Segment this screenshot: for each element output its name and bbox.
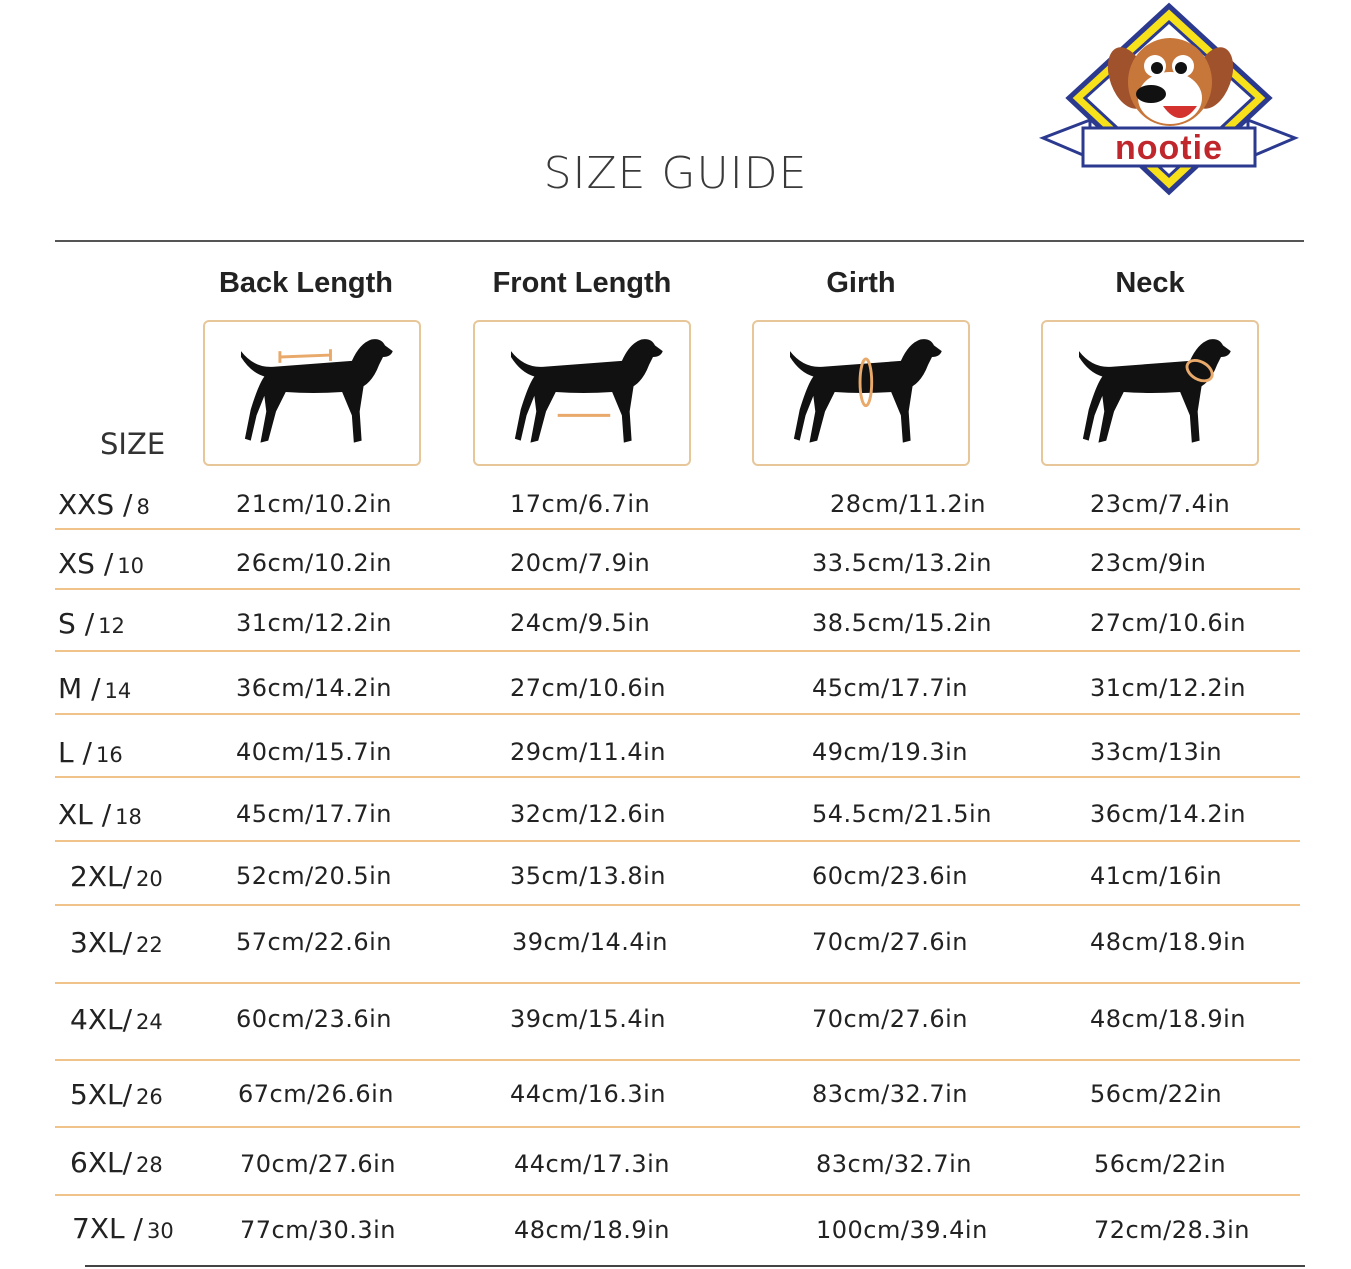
size-cell (70, 1003, 190, 1036)
dog-girth-icon (752, 320, 970, 466)
size-separator: / (122, 1146, 133, 1179)
neck-value: 23cm/7.4in (1090, 490, 1231, 518)
dog-front-length-icon (473, 320, 691, 466)
girth-value: 83cm/32.7in (812, 1080, 969, 1108)
girth-value: 70cm/27.6in (812, 1005, 969, 1033)
back-length-value: 52cm/20.5in (236, 862, 393, 890)
girth-value: 49cm/19.3in (812, 738, 969, 766)
size-code: M (58, 672, 83, 705)
back-length-value: 57cm/22.6in (236, 928, 393, 956)
size-cell (58, 607, 178, 640)
size-code: 6XL (70, 1146, 123, 1179)
size-separator: / (91, 672, 101, 705)
girth-value: 83cm/32.7in (816, 1150, 973, 1178)
size-separator: / (122, 1078, 133, 1111)
size-separator: / (123, 488, 133, 521)
size-number: 22 (136, 933, 163, 957)
neck-value: 23cm/9in (1090, 549, 1207, 577)
size-separator: / (133, 1212, 143, 1245)
row-divider (55, 713, 1300, 715)
girth-value: 60cm/23.6in (812, 862, 969, 890)
row-divider (55, 982, 1300, 984)
size-number: 20 (136, 867, 163, 891)
girth-value: 38.5cm/15.2in (812, 609, 992, 637)
size-cell (72, 1212, 192, 1245)
size-cell (58, 672, 178, 705)
back-length-value: 70cm/27.6in (240, 1150, 397, 1178)
back-length-value: 60cm/23.6in (236, 1005, 393, 1033)
row-divider (55, 776, 1300, 778)
neck-value: 33cm/13in (1090, 738, 1223, 766)
row-divider (55, 1126, 1300, 1128)
row-divider (55, 840, 1300, 842)
size-separator: / (122, 860, 133, 893)
row-divider (55, 650, 1300, 652)
front-length-value: 29cm/11.4in (510, 738, 667, 766)
front-length-value: 17cm/6.7in (510, 490, 651, 518)
girth-value: 70cm/27.6in (812, 928, 969, 956)
row-divider (55, 1059, 1300, 1061)
size-number: 16 (95, 743, 123, 767)
front-length-value: 27cm/10.6in (510, 674, 667, 702)
row-divider (55, 588, 1300, 590)
girth-value: 54.5cm/21.5in (812, 800, 992, 828)
row-divider (55, 528, 1300, 530)
neck-value: 56cm/22in (1090, 1080, 1223, 1108)
girth-value: 100cm/39.4in (816, 1216, 988, 1244)
row-divider (55, 1194, 1300, 1196)
front-length-value: 39cm/14.4in (512, 928, 669, 956)
front-length-value: 44cm/17.3in (514, 1150, 671, 1178)
girth-value: 28cm/11.2in (830, 490, 987, 518)
front-length-value: 44cm/16.3in (510, 1080, 667, 1108)
size-column-label: SIZE (100, 427, 166, 461)
size-code: 4XL (70, 1003, 123, 1036)
size-cell (58, 547, 178, 580)
size-code: L (58, 736, 74, 769)
front-length-value: 35cm/13.8in (510, 862, 667, 890)
dog-back-length-icon (203, 320, 421, 466)
girth-value: 45cm/17.7in (812, 674, 969, 702)
header-divider (55, 240, 1304, 242)
neck-value: 36cm/14.2in (1090, 800, 1247, 828)
size-separator: / (122, 1003, 133, 1036)
back-length-value: 21cm/10.2in (236, 490, 393, 518)
neck-value: 27cm/10.6in (1090, 609, 1247, 637)
row-divider (55, 904, 1300, 906)
neck-value: 31cm/12.2in (1090, 674, 1247, 702)
size-separator: / (101, 798, 112, 831)
size-separator: / (103, 547, 114, 580)
footer-divider (85, 1265, 1305, 1267)
size-separator: / (82, 736, 92, 769)
size-cell (70, 860, 190, 893)
front-length-value: 48cm/18.9in (514, 1216, 671, 1244)
size-code: XL (58, 798, 93, 831)
column-header-girth: Girth (826, 267, 896, 299)
size-number: 14 (104, 679, 132, 703)
neck-value: 56cm/22in (1094, 1150, 1227, 1178)
back-length-value: 40cm/15.7in (236, 738, 393, 766)
size-code: 2XL (70, 860, 123, 893)
size-separator: / (84, 607, 95, 640)
back-length-value: 36cm/14.2in (236, 674, 393, 702)
size-number: 24 (136, 1010, 163, 1034)
dog-neck-icon (1041, 320, 1259, 466)
size-number: 12 (98, 614, 125, 638)
size-cell (58, 488, 178, 521)
size-number: 10 (117, 554, 145, 578)
page-title: SIZE GUIDE (543, 148, 808, 199)
size-cell (58, 736, 178, 769)
size-number: 8 (136, 495, 150, 519)
neck-value: 48cm/18.9in (1090, 1005, 1247, 1033)
size-cell (70, 1078, 190, 1111)
column-header-front-length: Front Length (492, 267, 672, 299)
column-header-back-length: Back Length (218, 267, 394, 299)
front-length-value: 32cm/12.6in (510, 800, 667, 828)
back-length-value: 67cm/26.6in (238, 1080, 395, 1108)
logo-wordmark: nootie (1115, 129, 1223, 167)
girth-value: 33.5cm/13.2in (812, 549, 992, 577)
front-length-value: 20cm/7.9in (510, 549, 651, 577)
size-cell (70, 926, 190, 959)
size-code: 3XL (70, 926, 123, 959)
back-length-value: 26cm/10.2in (236, 549, 393, 577)
column-header-neck: Neck (1115, 267, 1185, 299)
size-separator: / (122, 926, 133, 959)
back-length-value: 31cm/12.2in (236, 609, 393, 637)
size-number: 26 (136, 1085, 163, 1109)
back-length-value: 45cm/17.7in (236, 800, 393, 828)
size-code: 5XL (70, 1078, 123, 1111)
front-length-value: 24cm/9.5in (510, 609, 651, 637)
size-code: S (58, 607, 76, 640)
size-code: 7XL (72, 1212, 125, 1245)
back-length-value: 77cm/30.3in (240, 1216, 397, 1244)
size-code: XXS (58, 488, 115, 521)
size-cell (58, 798, 178, 831)
size-number: 28 (136, 1153, 163, 1177)
size-number: 30 (146, 1219, 174, 1243)
front-length-value: 39cm/15.4in (510, 1005, 667, 1033)
size-number: 18 (115, 805, 142, 829)
neck-value: 48cm/18.9in (1090, 928, 1247, 956)
size-code: XS (58, 547, 95, 580)
neck-value: 72cm/28.3in (1094, 1216, 1251, 1244)
size-cell (70, 1146, 190, 1179)
neck-value: 41cm/16in (1090, 862, 1223, 890)
